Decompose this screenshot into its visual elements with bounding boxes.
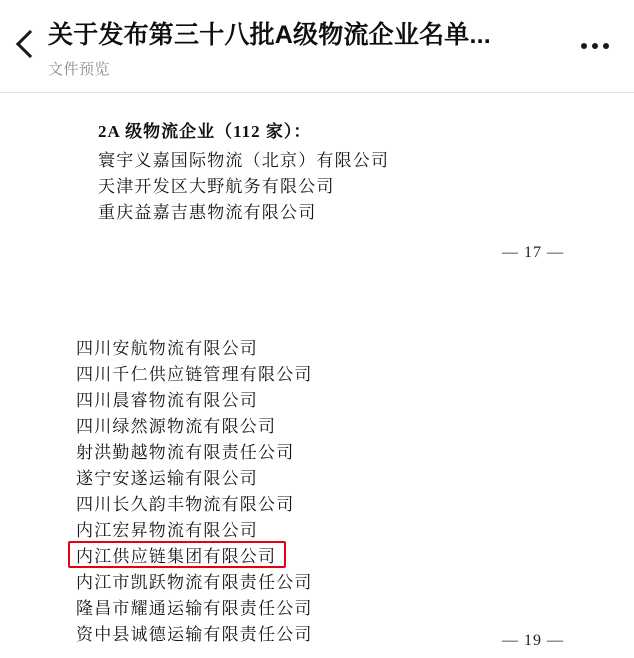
list-item: 天津开发区大野航务有限公司 bbox=[98, 177, 335, 196]
list-item: 重庆益嘉吉惠物流有限公司 bbox=[98, 203, 317, 222]
more-horizontal-icon bbox=[581, 43, 587, 49]
list-item: 四川安航物流有限公司 bbox=[76, 339, 258, 358]
page-title: 关于发布第三十八批A级物流企业名单... bbox=[48, 21, 491, 49]
header-divider bbox=[0, 92, 634, 93]
list-item: 内江宏昇物流有限公司 bbox=[76, 521, 258, 540]
company-list-group-2 bbox=[0, 336, 634, 648]
more-options-button[interactable] bbox=[570, 26, 620, 66]
back-button[interactable] bbox=[6, 20, 48, 68]
section-heading: 2A 级物流企业（112 家）： bbox=[98, 122, 312, 141]
page-break-gap bbox=[0, 262, 634, 336]
more-horizontal-icon bbox=[592, 43, 598, 49]
list-item: 四川晨睿物流有限公司 bbox=[76, 391, 258, 410]
list-item-highlighted bbox=[0, 544, 634, 570]
list-item: 资中县诚德运输有限责任公司 bbox=[76, 625, 313, 644]
app-header bbox=[0, 0, 634, 92]
page-subtitle: 文件预览 bbox=[48, 61, 111, 78]
company-list-group-1 bbox=[0, 148, 634, 226]
list-item: 遂宁安遂运输有限公司 bbox=[76, 469, 258, 488]
list-item: 四川千仁供应链管理有限公司 bbox=[76, 365, 313, 384]
back-chevron-icon bbox=[16, 30, 44, 58]
page-marker: — 17 — bbox=[502, 244, 564, 261]
title-block bbox=[48, 10, 558, 81]
list-item: 射洪勤越物流有限责任公司 bbox=[76, 443, 295, 462]
list-item: 寰宇义嘉国际物流（北京）有限公司 bbox=[98, 151, 390, 170]
list-item: 四川绿然源物流有限公司 bbox=[76, 417, 277, 436]
list-item: 内江市凯跃物流有限责任公司 bbox=[76, 573, 313, 592]
page-marker: — 19 — bbox=[502, 632, 564, 649]
list-item: 四川长久韵丰物流有限公司 bbox=[76, 495, 295, 514]
document-preview[interactable] bbox=[0, 117, 634, 658]
list-item: 隆昌市耀通运输有限责任公司 bbox=[76, 599, 313, 618]
list-item-label: 内江供应链集团有限公司 bbox=[76, 547, 277, 566]
more-horizontal-icon bbox=[603, 43, 609, 49]
